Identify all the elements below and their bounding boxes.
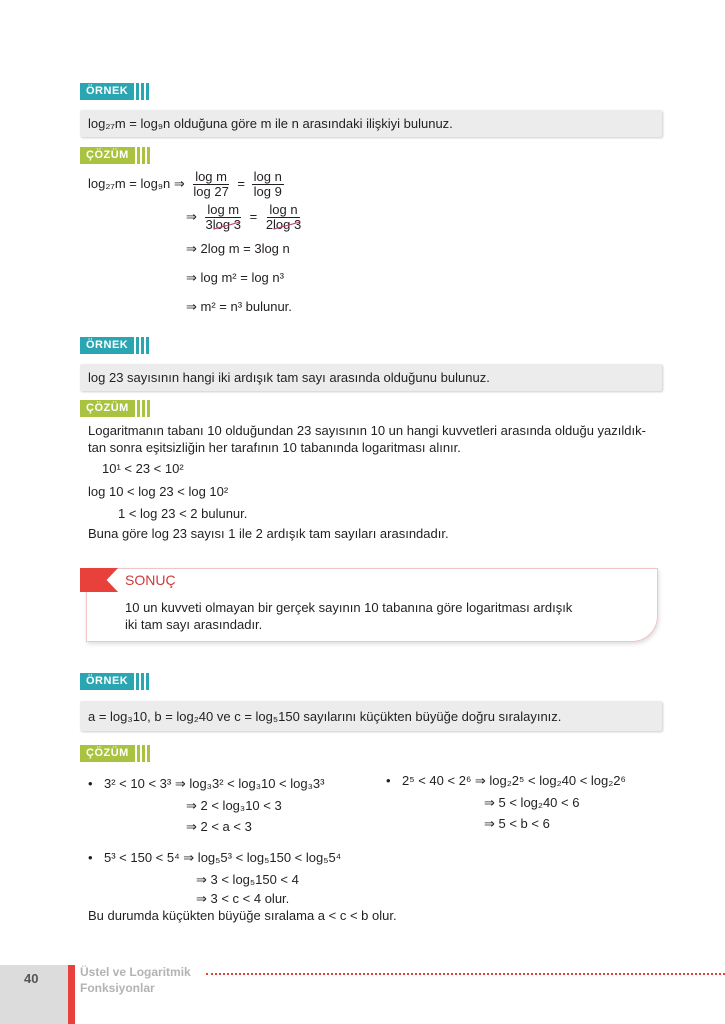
solution-3-a-line-1: 3² < 10 < 3³ ⇒ log₃3² < log₃10 < log₃3³ — [104, 776, 325, 791]
badge-stripes — [136, 673, 149, 690]
cancelled-term: log 3 — [212, 217, 241, 232]
example-badge — [80, 83, 149, 100]
solution-3-b-line-3: ⇒ 5 < b < 6 — [484, 816, 550, 831]
solution-3-a-line-3: ⇒ 2 < a < 3 — [186, 819, 252, 834]
solution-badge — [80, 745, 150, 762]
solution-2-line-3: 1 < log 23 < 2 bulunur. — [118, 506, 248, 521]
footer-accent-bar — [68, 965, 75, 1024]
chapter-title-line-2: Fonksiyonlar — [80, 981, 155, 995]
bullet-icon: • — [88, 850, 93, 865]
chapter-title-line-1: Üstel ve Logaritmik — [80, 965, 191, 979]
solution-1-line-3: ⇒ 2log m = 3log n — [186, 241, 290, 256]
example-badge — [80, 673, 149, 690]
denominator: log 9 — [253, 184, 282, 199]
fraction — [264, 203, 303, 232]
solution-1-line-4: ⇒ log m² = log n³ — [186, 270, 284, 285]
solution-3-c-line-2: ⇒ 3 < log₅150 < 4 — [196, 872, 299, 887]
question-box-3 — [80, 701, 662, 731]
solution-3-b-line-2: ⇒ 5 < log₂40 < 6 — [484, 795, 580, 810]
solution-3-a-line-2: ⇒ 2 < log₃10 < 3 — [186, 798, 282, 813]
solution-3-c-line-1: 5³ < 150 < 5⁴ ⇒ log₅5³ < log₅150 < log₅5⁴ — [104, 850, 342, 865]
example-badge — [80, 337, 149, 354]
numerator: log n — [253, 169, 282, 184]
solution-badge — [80, 147, 150, 164]
fraction — [204, 203, 243, 232]
example-label: ÖRNEK — [80, 673, 134, 690]
page-number: 40 — [24, 971, 39, 986]
solution-2-line-1: 10¹ < 23 < 10² — [102, 461, 184, 476]
solution-badge — [80, 400, 150, 417]
chapter-title — [80, 964, 191, 996]
cancelled-term: log 3 — [273, 217, 302, 232]
bullet-icon: • — [386, 773, 391, 788]
example-label: ÖRNEK — [80, 83, 134, 100]
badge-stripes — [137, 147, 150, 164]
badge-stripes — [137, 745, 150, 762]
denominator: log 27 — [193, 184, 229, 199]
equals: = — [249, 208, 258, 224]
solution-2-paragraph-1: Logaritmanın tabanı 10 olduğundan 23 sayısının 10 un hangi kuvvetleri arasında olduğu yazıldık- — [88, 423, 646, 438]
arrow: ⇒ — [186, 208, 197, 224]
badge-stripes — [137, 400, 150, 417]
question-text: a = log₃10, b = log₂40 ve c = log₅150 sayılarını küçükten büyüğe doğru sıralayınız. — [88, 708, 562, 724]
coefficient: 3 — [205, 217, 213, 232]
solution-label: ÇÖZÜM — [80, 400, 135, 417]
denominator — [204, 218, 243, 232]
solution-3-b-line-1: 2⁵ < 40 < 2⁶ ⇒ log₂2⁵ < log₂40 < log₂2⁶ — [402, 773, 626, 788]
equals: = — [237, 175, 246, 191]
example-label: ÖRNEK — [80, 337, 134, 354]
badge-stripes — [136, 337, 149, 354]
page-number-box — [0, 965, 68, 1024]
solution-1-line-2 — [186, 203, 306, 232]
math-text: log₂₇m = log₉n ⇒ — [88, 175, 185, 191]
solution-1-line-1 — [88, 170, 287, 199]
question-box-2 — [80, 364, 662, 391]
result-box — [86, 568, 658, 642]
result-line-1: 10 un kuvveti olmayan bir gerçek sayının 10 tabanına göre logaritması ardışık — [125, 600, 573, 615]
bullet-icon: • — [88, 776, 93, 791]
coefficient: 2 — [265, 217, 274, 232]
result-title: SONUÇ — [125, 572, 176, 588]
footer-dotted-line — [206, 973, 725, 975]
solution-3-conclusion: Bu durumda küçükten büyüğe sıralama a < c < b olur. — [88, 908, 397, 923]
numerator: log n — [269, 202, 298, 217]
fraction — [191, 170, 230, 199]
numerator: log m — [195, 169, 227, 184]
solution-1-line-5: ⇒ m² = n³ bulunur. — [186, 299, 292, 314]
solution-label: ÇÖZÜM — [80, 147, 135, 164]
solution-2-line-2: log 10 < log 23 < log 10² — [88, 484, 229, 499]
question-box-1 — [80, 110, 662, 137]
question-text: log₂₇m = log₉n olduğuna göre m ile n arasındaki ilişkiyi bulunuz. — [88, 116, 453, 131]
question-text: log 23 sayısının hangi iki ardışık tam sayı arasında olduğunu bulunuz. — [88, 370, 490, 385]
solution-label: ÇÖZÜM — [80, 745, 135, 762]
numerator: log m — [207, 202, 240, 217]
solution-3-c-line-3: ⇒ 3 < c < 4 olur. — [196, 891, 290, 906]
denominator — [264, 218, 303, 232]
fraction — [252, 170, 284, 199]
solution-2-conclusion: Buna göre log 23 sayısı 1 ile 2 ardışık tam sayıları arasındadır. — [88, 526, 449, 541]
badge-stripes — [136, 83, 149, 100]
result-line-2: iki tam sayı arasındadır. — [125, 617, 263, 632]
solution-2-paragraph-2: tan sonra eşitsizliğin her tarafının 10 tabanında logaritması alınır. — [88, 440, 461, 455]
